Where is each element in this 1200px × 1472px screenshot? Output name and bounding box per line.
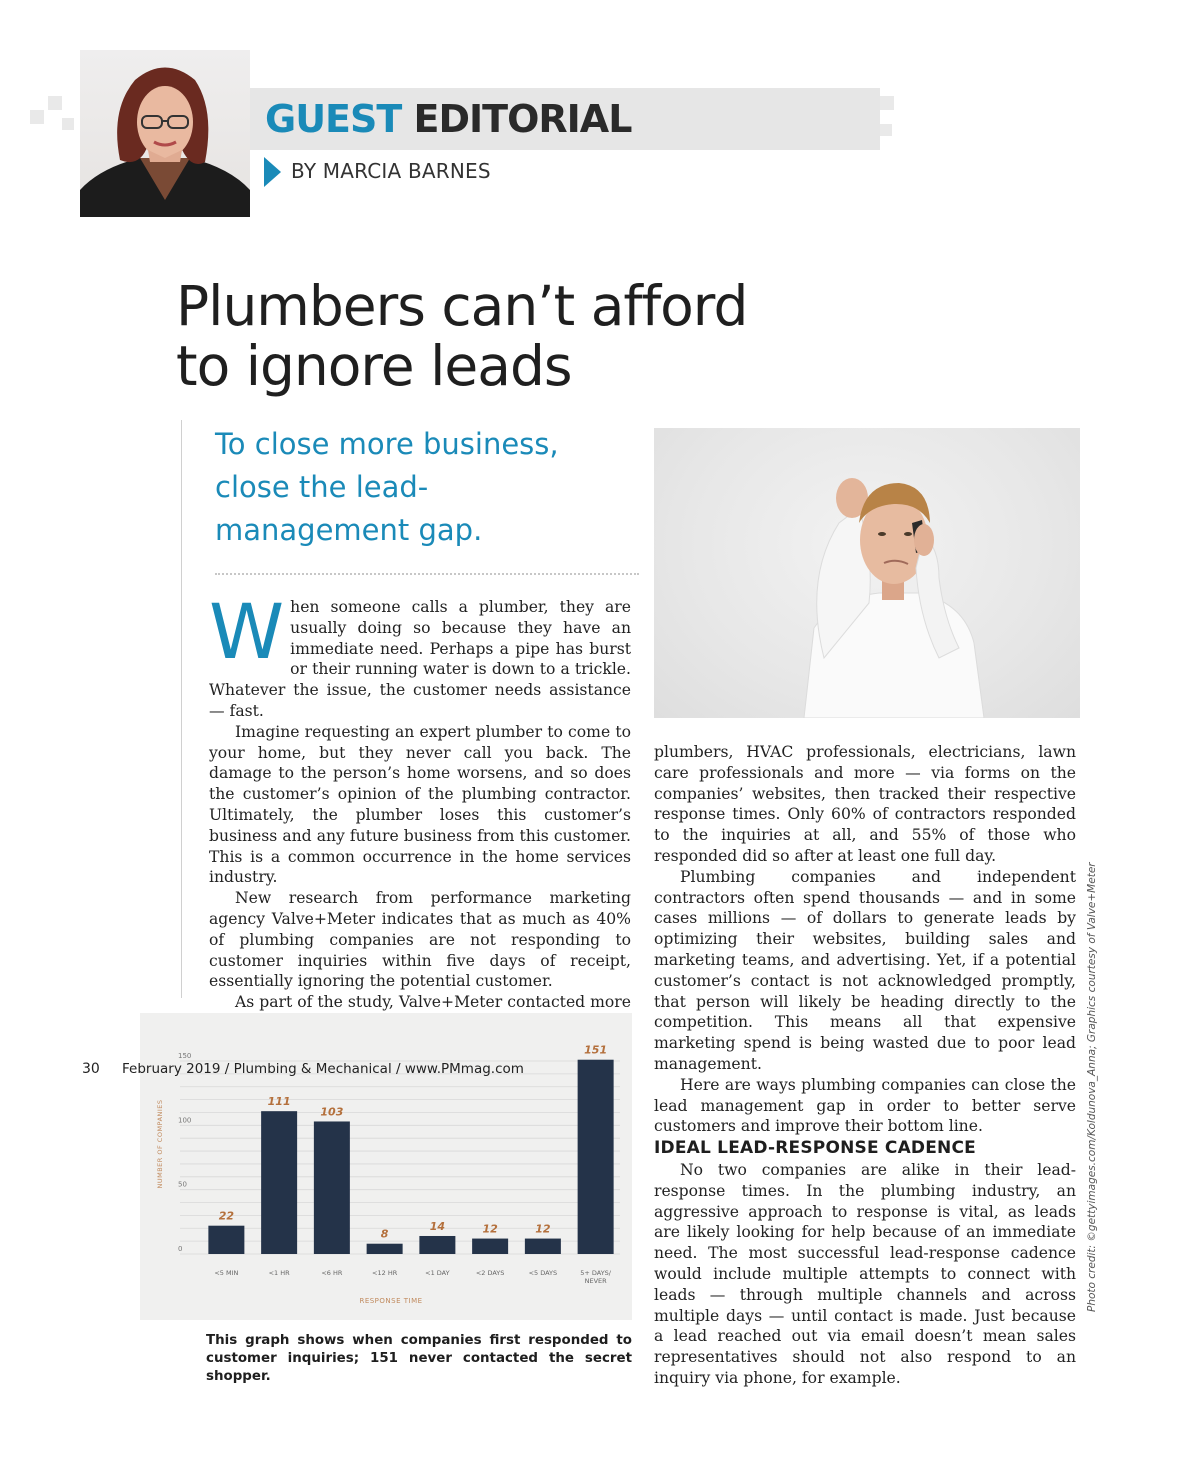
drop-cap: W [209, 587, 285, 676]
article-photo [654, 428, 1080, 718]
chart-bar [261, 1111, 297, 1254]
paragraph: Here are ways plumbing companies can close the lead management gap in order to better serve customers and improve their bottom line. [654, 1075, 1076, 1136]
x-tick-label: <5 MIN [214, 1269, 239, 1277]
x-tick-label: <1 HR [268, 1269, 290, 1277]
bar-value-label: 14 [429, 1219, 446, 1233]
chart-bar [472, 1239, 508, 1254]
photo-credit: Photo credit: ©gettyimages.com/Koldunova_Anna; Graphics courtesy of Valve+Meter [1086, 862, 1098, 1312]
x-tick-label: NEVER [584, 1277, 607, 1285]
author-portrait-illustration [80, 50, 250, 217]
x-tick-label: <6 HR [321, 1269, 343, 1277]
subhead: IDEAL LEAD-RESPONSE CADENCE [654, 1138, 976, 1158]
chart-bar [208, 1226, 244, 1254]
article-column-2-continued [654, 1160, 1076, 1389]
paragraph: No two companies are alike in their lead-response times. In the plumbing industry, an aggressive approach to response is vital, as leads are likely looking for help because of an immediate need. The most successful lead-response cadence would include multiple attempts to connect with leads — through multiple channels and across multiple days — until contact is made. Just because a lead reached out via email doesn’t mean sales representatives should not also respond to an inquiry via phone, for example. [654, 1161, 1076, 1387]
headline [176, 276, 896, 396]
section-title-editorial: EDITORIAL [413, 97, 632, 141]
man-on-phone-illustration [654, 428, 1080, 718]
headline-line-2: to ignore leads [176, 334, 572, 398]
deck-line-1: To close more business, [215, 427, 559, 461]
bar-value-label: 111 [267, 1095, 291, 1109]
bar-value-label: 8 [380, 1227, 389, 1241]
x-tick-label: <12 HR [372, 1269, 398, 1277]
chart-bar [525, 1239, 561, 1254]
bar-value-label: 22 [218, 1209, 235, 1223]
deck-line-3: management gap. [215, 513, 483, 547]
deck [215, 423, 635, 552]
paragraph-text: hen someone calls a plumber, they are usually doing so because they have an immediate need. Perhaps a pipe has burst or their running water is down to a trickle. Whatever the issue, the customer needs assistance — fast. [209, 598, 631, 720]
chart-bar [367, 1244, 403, 1254]
x-tick-label: <2 DAYS [475, 1269, 505, 1277]
byline: BY MARCIA BARNES [291, 159, 491, 183]
article-column-1 [209, 587, 631, 1034]
y-tick-label: 0 [178, 1245, 183, 1253]
chart-bar [314, 1121, 350, 1254]
footer-text: February 2019 / Plumbing & Mechanical / www.PMmag.com [122, 1061, 524, 1077]
headline-line-1: Plumbers can’t afford [176, 274, 748, 338]
deck-divider [215, 573, 639, 575]
paragraph: plumbers, HVAC professionals, electricians, lawn care professionals and more — via forms on the companies’ websites, then tracked their respective response times. Only 60% of contractors responded to the inquiries at all, and 55% of those who responded did so after at least one full day. [654, 743, 1076, 865]
chart-caption: This graph shows when companies first responded to customer inquiries; 151 never contacted the secret shopper. [206, 1333, 632, 1384]
paragraph: As part of the study, Valve+Meter contacted more [235, 993, 631, 1012]
bar-value-label: 12 [482, 1222, 498, 1236]
page-number: 30 [82, 1061, 100, 1077]
y-tick-label: 150 [178, 1052, 192, 1060]
author-portrait [80, 50, 250, 217]
x-tick-label: 5+ DAYS/ [580, 1269, 612, 1277]
y-tick-label: 100 [178, 1116, 192, 1125]
response-time-chart [140, 1013, 632, 1320]
column-rule [181, 420, 182, 998]
deck-line-2: close the lead- [215, 470, 429, 504]
section-title-guest: GUEST [265, 97, 402, 141]
byline-arrow-icon [264, 157, 281, 187]
paragraph [209, 587, 631, 722]
y-axis-label: NUMBER OF COMPANIES [156, 1099, 164, 1189]
bar-value-label: 12 [535, 1222, 551, 1236]
section-title [265, 98, 631, 140]
x-axis-label: RESPONSE TIME [359, 1297, 423, 1305]
article-column-2 [654, 742, 1076, 1137]
bar-value-label: 151 [584, 1043, 608, 1057]
paragraph: Plumbing companies and independent contractors often spend thousands — and in some cases millions — of dollars to generate leads by optimizing their websites, building sales and marketing teams, and advertising. Yet, if a potential customer’s contact is not acknowledged promptly, that person will likely be heading directly to the competition. This means all that expensive marketing spend is being wasted due to poor lead management. [654, 867, 1076, 1073]
y-tick-label: 50 [178, 1180, 187, 1189]
chart-bar [419, 1236, 455, 1254]
paragraph: New research from performance marketing agency Valve+Meter indicates that as much as 40% of plumbing companies are not responding to customer inquiries within five days of receipt, essentially ignoring the potential customer. [209, 889, 631, 991]
paragraph: Imagine requesting an expert plumber to come to your home, but they never call you back. The damage to the person’s home worsens, and so does the customer’s opinion of the plumbing contractor. Ultimately, the plumber loses this customer’s business and any future business from this customer. This is a common occurrence in the home services industry. [209, 722, 631, 887]
chart-svg [140, 1013, 632, 1320]
x-tick-label: <5 DAYS [528, 1269, 558, 1277]
chart-bar [578, 1060, 614, 1254]
x-tick-label: <1 DAY [425, 1269, 450, 1277]
bar-value-label: 103 [320, 1105, 344, 1119]
